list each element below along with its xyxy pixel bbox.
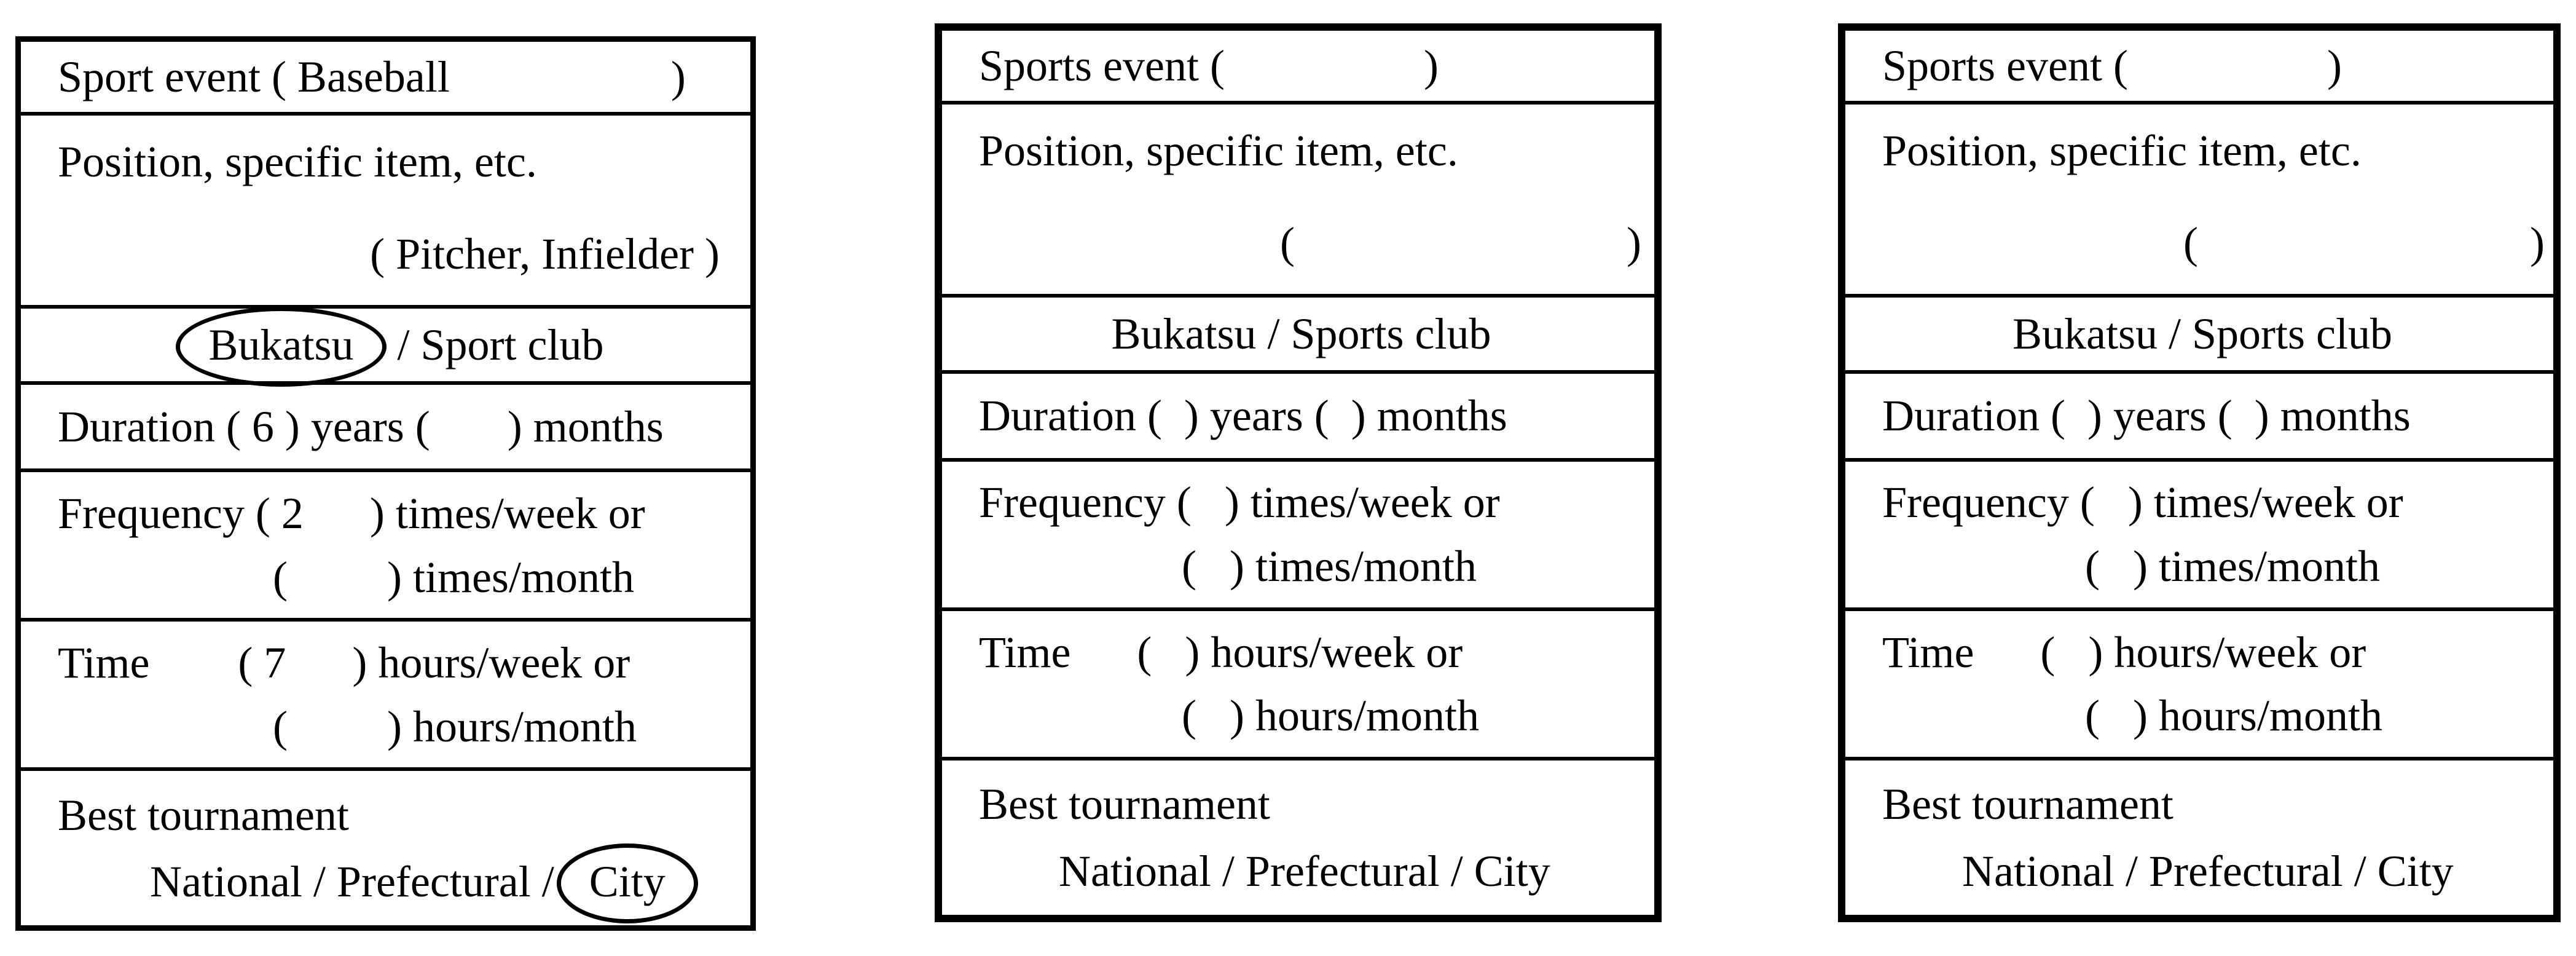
frequency-line1: Frequency ( ) times/week or bbox=[1882, 478, 2403, 527]
row-position bbox=[942, 101, 1654, 294]
frequency-line1: Frequency ( ) times/week or bbox=[979, 478, 1500, 527]
row-position bbox=[1845, 101, 2553, 294]
row-frequency bbox=[21, 468, 750, 618]
city-circle-annotation: City bbox=[557, 843, 698, 923]
row-frequency bbox=[1845, 458, 2553, 607]
row-duration bbox=[942, 370, 1654, 458]
club-type-text: Bukatsu / Sports club bbox=[1111, 309, 1491, 358]
position-value: ( ) bbox=[1280, 218, 1641, 267]
row-tournament bbox=[942, 757, 1654, 915]
bukatsu-circle-annotation: Bukatsu bbox=[176, 307, 386, 387]
row-club-type bbox=[1845, 294, 2553, 370]
frequency-line2: ( ) times/month bbox=[1182, 542, 1477, 591]
row-sport-event bbox=[1845, 31, 2553, 101]
sport-event-text: Sports event ( ) bbox=[1882, 41, 2342, 90]
time-line1: Time ( ) hours/week or bbox=[1882, 627, 2366, 677]
row-time bbox=[21, 618, 750, 767]
club-type-text: Bukatsu / Sports club bbox=[2012, 309, 2392, 358]
tournament-options bbox=[58, 854, 720, 909]
sport-event-text: Sports event ( ) bbox=[979, 41, 1439, 90]
row-sport-event bbox=[942, 31, 1654, 101]
tournament-options: National / Prefectural / City bbox=[1059, 846, 1550, 896]
time-line1: Time ( 7 ) hours/week or bbox=[58, 638, 630, 687]
row-sport-event bbox=[21, 42, 750, 112]
position-value: ( Pitcher, Infielder ) bbox=[370, 229, 720, 279]
frequency-line2: ( ) times/month bbox=[2085, 542, 2380, 591]
duration-text: Duration ( 6 ) years ( ) months bbox=[58, 401, 664, 451]
row-time bbox=[942, 607, 1654, 757]
position-label: Position, specific item, etc. bbox=[1882, 125, 2362, 175]
club-type-text bbox=[58, 317, 720, 373]
sport-event-text: Sport event ( Baseball ) bbox=[58, 52, 686, 101]
row-time bbox=[1845, 607, 2553, 757]
time-line1: Time ( ) hours/week or bbox=[979, 627, 1463, 677]
sports-form-filled bbox=[15, 36, 756, 931]
row-duration bbox=[21, 381, 750, 469]
row-frequency bbox=[942, 458, 1654, 607]
tournament-options-before: National / Prefectural / bbox=[150, 856, 554, 906]
row-club-type bbox=[21, 305, 750, 381]
row-duration bbox=[1845, 370, 2553, 458]
tournament-label: Best tournament bbox=[58, 790, 349, 840]
frequency-line2: ( ) times/month bbox=[273, 552, 634, 602]
time-line2: ( ) hours/month bbox=[2085, 691, 2382, 741]
time-line2: ( ) hours/month bbox=[273, 701, 637, 751]
duration-text: Duration ( ) years ( ) months bbox=[979, 391, 1507, 441]
row-club-type bbox=[942, 294, 1654, 370]
position-value: ( ) bbox=[2183, 218, 2545, 267]
tournament-options: National / Prefectural / City bbox=[1962, 846, 2454, 896]
sports-form-blank-2 bbox=[1838, 23, 2561, 922]
tournament-label: Best tournament bbox=[1882, 780, 2174, 829]
row-tournament bbox=[1845, 757, 2553, 915]
duration-text: Duration ( ) years ( ) months bbox=[1882, 391, 2411, 441]
row-position bbox=[21, 112, 750, 305]
row-tournament bbox=[21, 767, 750, 925]
frequency-line1: Frequency ( 2 ) times/week or bbox=[58, 488, 645, 538]
position-label: Position, specific item, etc. bbox=[979, 125, 1458, 175]
time-line2: ( ) hours/month bbox=[1182, 691, 1479, 741]
position-label: Position, specific item, etc. bbox=[58, 136, 537, 186]
tournament-label: Best tournament bbox=[979, 780, 1270, 829]
sports-form-blank-1 bbox=[935, 23, 1662, 922]
club-type-after: / Sport club bbox=[386, 320, 604, 369]
